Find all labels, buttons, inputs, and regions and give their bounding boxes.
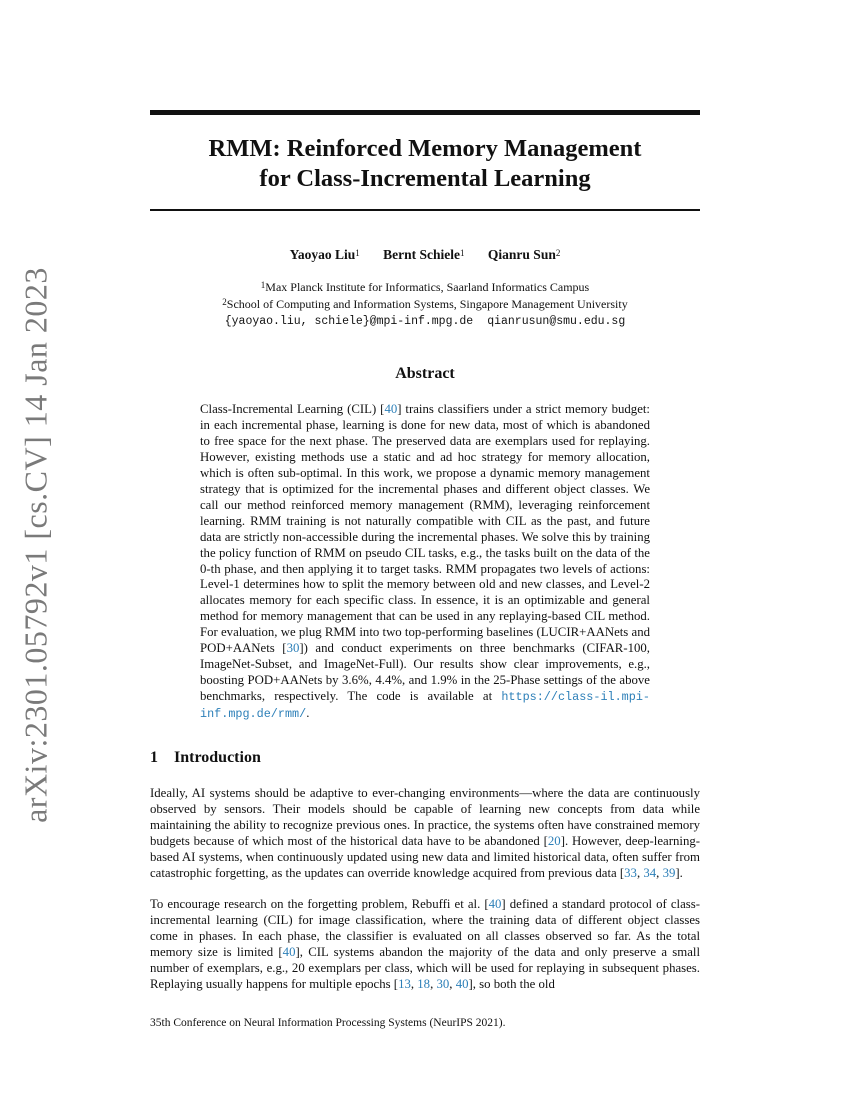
arxiv-stamp-text: arXiv:2301.05792v1 [cs.CV] 14 Jan 2023 [17,267,54,823]
title-top-rule [150,110,700,115]
citation-link[interactable]: 13 [398,976,411,991]
title-line-1: RMM: Reinforced Memory Management [208,135,642,162]
citation-link[interactable]: 40 [455,976,469,991]
title-line-2: for Class-Incremental Learning [259,165,591,192]
citation-link[interactable]: 39 [662,865,676,880]
arxiv-stamp [10,267,62,823]
section-heading-introduction [150,749,261,767]
author-list [150,246,700,264]
section-number: 1 [150,749,158,766]
author: Yaoyao Liu$^1$ [289,247,360,262]
citation-link[interactable]: 30 [286,641,300,656]
citation-link[interactable]: 33 [624,865,637,880]
citation-link[interactable]: 40 [384,402,398,416]
citation-link[interactable]: 30 [436,976,450,991]
intro-paragraph-1: Ideally, AI systems should be adaptive to ever-changing environments—where the data are continuously observed by sensors. Their models should be capable of learning new concepts from data while maintaining the ability to recognize previous ones. In practice, the systems often have constrained memory budgets because of which most of the historical data have to be abandoned [20]. However, deep-learning-based AI systems, when continuously updated using new data and limited historical data, often suffer from catastrophic forgetting, as the updates can override knowledge acquired from previous data [33, 34, 39]. [150,786,700,880]
abstract-heading: Abstract [395,365,455,382]
citation-link[interactable]: 34 [643,865,657,880]
email: {yaoyao.liu, schiele}@mpi-inf.mpg.de [224,315,474,328]
affiliation: $^1$Max Planck Institute for Informatics, Saarland Informatics Campus [260,280,590,294]
author: Qianru Sun$^2$ [487,247,561,262]
affiliation: $^2$School of Computing and Information Systems, Singapore Management University [222,297,628,311]
citation-link[interactable]: 20 [547,833,561,848]
author-emails [150,313,700,330]
abstract-body: Class-Incremental Learning (CIL) [40] trains classifiers under a strict memory budget: in each incremental phase, learning is done for new data, most of which is abandoned to free space for the next phase. The preserved data are exemplars used for replaying. However, existing methods use a static and ad hoc strategy for memory allocation, which is often sub-optimal. In this work, we propose a dynamic memory management strategy that is optimized for the incremental phases and different object classes. We call our method reinforced memory management (RMM), leveraging reinforcement learning. RMM training is not naturally compatible with CIL as the past, and future data are strictly non-accessible during the incremental phases. We solve this by training the policy function of RMM on pseudo CIL tasks, e.g., the tasks built on the data of the 0-th phase, and then applying it to target tasks. RMM propagates two levels of actions: Level-1 determines how to split the memory between old and new classes, and Level-2 allocates memory for each specific class. In essence, it is an optimizable and general method for memory management that can be used in any replaying-based CIL method. For evaluation, we plug RMM into two top-performing baselines (LUCIR+AANets and POD+AANets [30]) and conduct experiments on three benchmarks (CIFAR-100, ImageNet-Subset, and ImageNet-Full). Our results show clear improvements, e.g., boosting POD+AANets by 3.6%, 4.4%, and 1.9% in the 25-Phase settings of the above benchmarks, respectively. The code is available at https://class-il.mpi-inf.mpg.de/rmm/. [200,402,651,722]
citation-link[interactable]: 40 [282,944,296,959]
section-title: Introduction [174,749,261,766]
author: Bernt Schiele$^1$ [383,247,465,262]
email: qianrusun@smu.edu.sg [487,315,626,328]
title-bottom-rule [150,209,700,211]
paper-title [150,134,700,194]
code-url-link[interactable]: https://class-il.mpi-inf.mpg.de/rmm/ [200,690,650,722]
conference-footnote: 35th Conference on Neural Information Processing Systems (NeurIPS 2021). [150,1017,506,1029]
citation-link[interactable]: 40 [488,897,502,911]
intro-paragraph-2: To encourage research on the forgetting problem, Rebuffi et al. [40] defined a standard protocol of class-incremental learning (CIL) for image classification, where the training data of different object classes come in phases. In each phase, the classifier is evaluated on all classes observed so far. As the total memory size is limited [40], CIL systems abandon the majority of the data and only preserve a small number of exemplars, e.g., 20 exemplars per class, which will be used for replaying in subsequent phases. Replaying usually happens for multiple epochs [13, 18, 30, 40], so both the old [150,897,701,991]
citation-link[interactable]: 18 [417,976,431,991]
affiliations [150,279,700,330]
